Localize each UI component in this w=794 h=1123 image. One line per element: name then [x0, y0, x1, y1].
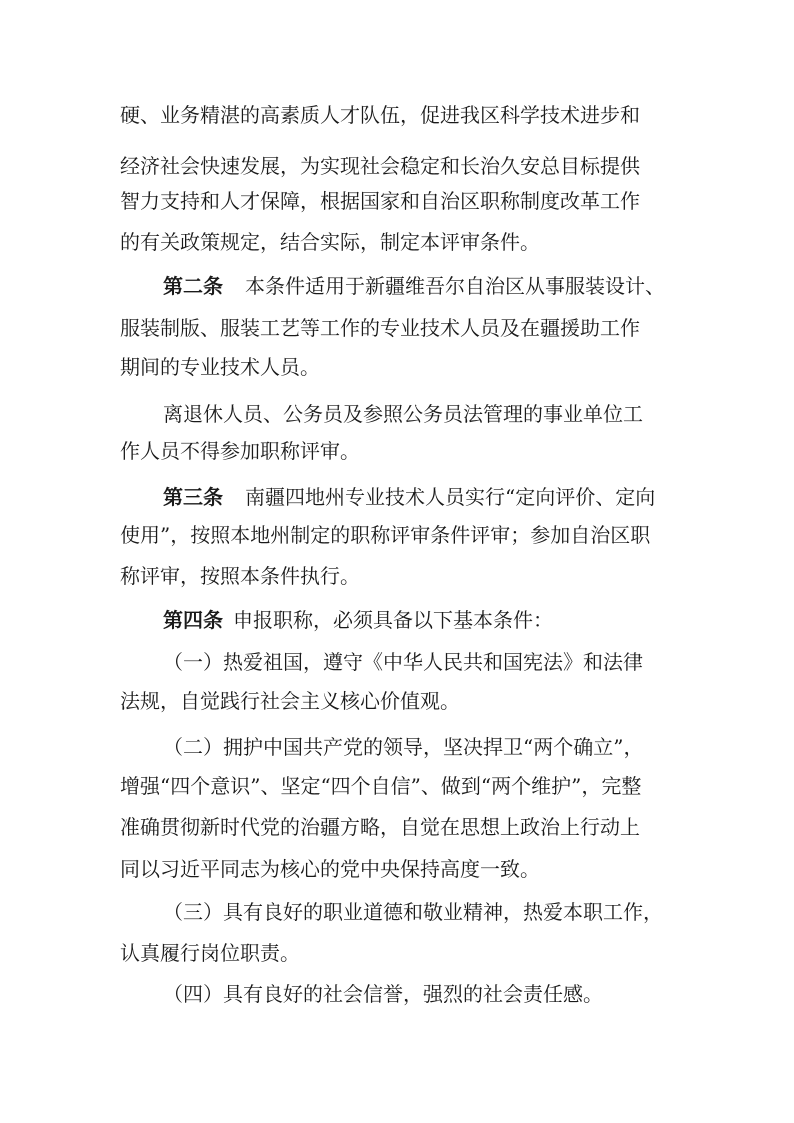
paragraph-text: 离退休人员、公务员及参照公务员法管理的事业单位工	[163, 402, 643, 426]
paragraph-text: 称评审，按照本条件执行。	[120, 564, 360, 588]
article-2-line	[0, 266, 794, 306]
text-line	[0, 431, 794, 471]
condition-3-text: （三）具有良好的职业道德和敬业精神，热爱本职工作，	[163, 900, 663, 924]
paragraph-text: 服装制版、服装工艺等工作的专业技术人员及在疆援助工作	[120, 316, 640, 340]
paragraph-text: 智力支持和人才保障，根据国家和自治区职称制度改革工作	[120, 189, 640, 213]
text-line	[0, 642, 794, 682]
condition-1-text: （一）热爱祖国，遵守《中华人民共和国宪法》和法律	[163, 650, 643, 674]
condition-4-text: （四）具有良好的社会信誉，强烈的社会责任感。	[163, 982, 603, 1006]
text-line	[0, 222, 794, 262]
text-line	[0, 892, 794, 932]
paragraph-text: 法规，自觉践行社会主义核心价值观。	[120, 689, 460, 713]
paragraph-text: 作人员不得参加职称评审。	[120, 439, 360, 463]
text-line	[0, 95, 794, 135]
text-line	[0, 974, 794, 1014]
text-line	[0, 681, 794, 721]
paragraph-text: 认真履行岗位职责。	[120, 941, 300, 965]
condition-2-text: （二）拥护中国共产党的领导，坚决捍卫“两个确立”，	[163, 735, 644, 759]
article-4-line	[0, 600, 794, 640]
paragraph-text: 期间的专业技术人员。	[120, 355, 320, 379]
text-line	[0, 181, 794, 221]
text-line	[0, 849, 794, 889]
paragraph-text: 准确贯彻新时代党的治疆方略，自觉在思想上政治上行动上	[120, 815, 640, 839]
text-line	[0, 308, 794, 348]
paragraph-text: 经济社会快速发展，为实现社会稳定和长治久安总目标提供	[120, 154, 640, 178]
article-3-text: 南疆四地州专业技术人员实行“定向评价、定向	[245, 485, 656, 509]
text-line	[0, 515, 794, 555]
paragraph-text: 硬、业务精湛的高素质人才队伍，促进我区科学技术进步和	[120, 103, 640, 127]
article-3-line	[0, 477, 794, 517]
article-2-heading: 第二条	[163, 274, 223, 298]
text-line	[0, 394, 794, 434]
text-line	[0, 766, 794, 806]
paragraph-text: 使用”，按照本地州制定的职称评审条件评审；参加自治区职	[120, 523, 651, 547]
paragraph-text: 的有关政策规定，结合实际，制定本评审条件。	[120, 230, 540, 254]
article-4-text: 申报职称，必须具备以下基本条件：	[233, 608, 553, 632]
article-3-heading: 第三条	[163, 485, 223, 509]
paragraph-text: 增强“四个意识”、坚定“四个自信”、做到“两个维护”，完整	[120, 774, 642, 798]
article-4-heading: 第四条	[163, 608, 223, 632]
text-line	[0, 807, 794, 847]
text-line	[0, 933, 794, 973]
text-line	[0, 146, 794, 186]
text-line	[0, 556, 794, 596]
paragraph-text: 同以习近平同志为核心的党中央保持高度一致。	[120, 857, 540, 881]
text-line	[0, 347, 794, 387]
article-2-text: 本条件适用于新疆维吾尔自治区从事服装设计、	[245, 274, 665, 298]
text-line	[0, 727, 794, 767]
